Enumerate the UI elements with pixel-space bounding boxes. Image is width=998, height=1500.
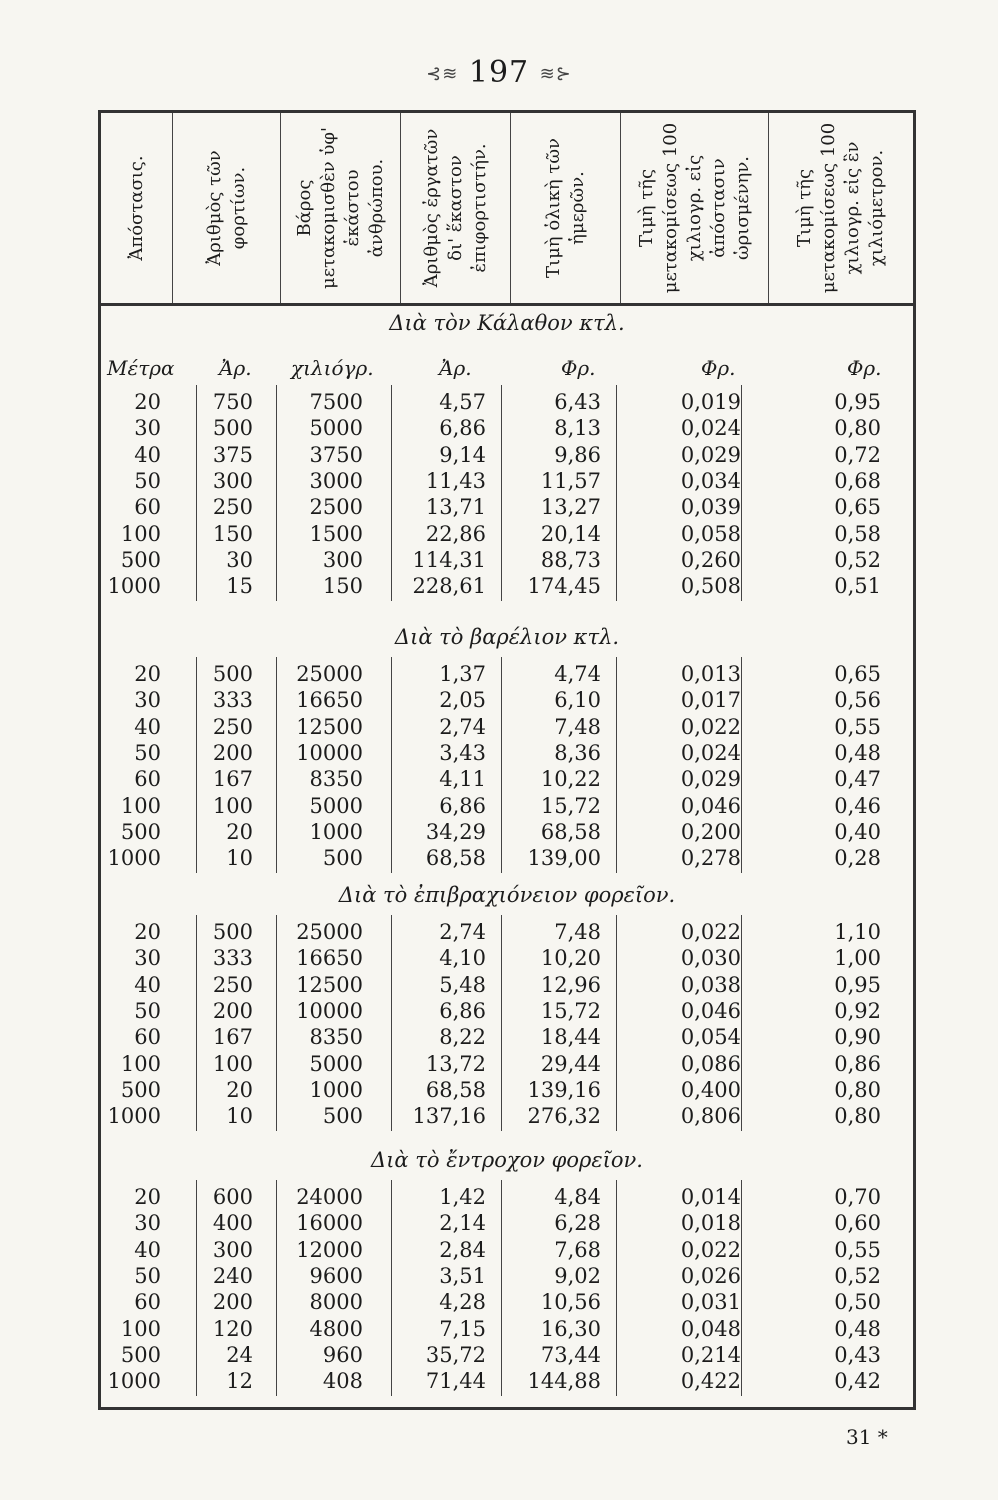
- table-cell: 0,92: [834, 998, 881, 1023]
- table-cell: 35,72: [425, 1342, 486, 1367]
- table-cell: 7,48: [554, 920, 601, 944]
- table-cell: 50: [134, 740, 161, 765]
- table-row: [101, 573, 913, 599]
- signature-mark: 31 *: [846, 1425, 888, 1449]
- header-weight-per-man: Βάρος μετακομισθὲν ὑφ' ἑκάστου ἀνθρώπου.: [281, 113, 401, 303]
- table-cell: 12500: [296, 714, 363, 739]
- table-cell: 5000: [309, 416, 363, 441]
- table-cell: 200: [212, 740, 253, 765]
- table-cell: 5000: [309, 1051, 363, 1076]
- table-cell: 10,56: [540, 1290, 601, 1315]
- table-cell: 250: [212, 714, 253, 739]
- table-row: [101, 1237, 913, 1263]
- header-loads-count: Ἀριθμὸς τῶν φορτίων.: [173, 113, 281, 303]
- table-cell: 9600: [309, 1263, 363, 1288]
- table-cell: 24: [226, 1342, 253, 1367]
- table-cell: 0,024: [680, 740, 741, 765]
- unit-workers: Ἀρ.: [439, 356, 472, 380]
- table-cell: 0,508: [680, 574, 741, 599]
- table-row: [101, 1184, 913, 1210]
- table-cell: 8350: [309, 1025, 363, 1050]
- table-cell: 0,55: [834, 1237, 881, 1262]
- table-cell: 0,260: [680, 547, 741, 572]
- table-cell: 30: [134, 688, 161, 713]
- table-cell: 0,68: [834, 468, 881, 493]
- table-cell: 71,44: [425, 1369, 486, 1394]
- table-cell: 1,37: [439, 662, 486, 686]
- table-cell: 6,86: [439, 998, 486, 1023]
- table-cell: 0,806: [680, 1104, 741, 1129]
- table-cell: 16650: [296, 946, 363, 971]
- table-cell: 0,030: [680, 946, 741, 971]
- table-cell: 20: [226, 819, 253, 844]
- table-row: [101, 1263, 913, 1289]
- table-cell: 0,054: [680, 1025, 741, 1050]
- table-cell: 0,022: [680, 920, 741, 944]
- table-cell: 174,45: [527, 574, 601, 599]
- table-cell: 8,13: [554, 416, 601, 441]
- table-cell: 88,73: [540, 547, 601, 572]
- header-workers-per-loader: Ἀριθμὸς ἐργατῶν δι' ἕκαστον ἐπιφορτιστήν.: [401, 113, 511, 303]
- unit-francs-km: Φρ.: [847, 356, 882, 380]
- table-cell: 11,57: [540, 468, 601, 493]
- table-row: [101, 1342, 913, 1368]
- table-cell: 12,96: [540, 972, 601, 997]
- table-cell: 0,022: [680, 714, 741, 739]
- table-cell: 60: [134, 1025, 161, 1050]
- table-cell: 1,42: [439, 1185, 486, 1209]
- table-cell: 20: [134, 390, 161, 414]
- table-cell: 9,02: [554, 1263, 601, 1288]
- table-row: [101, 1368, 913, 1394]
- table-row: [101, 793, 913, 819]
- table-cell: 12000: [296, 1237, 363, 1262]
- table-cell: 100: [120, 793, 161, 818]
- table-cell: 60: [134, 495, 161, 520]
- table-cell: 144,88: [527, 1369, 601, 1394]
- table-cell: 0,400: [680, 1077, 741, 1102]
- table-cell: 300: [212, 468, 253, 493]
- table-cell: 0,029: [680, 767, 741, 792]
- table-cell: 4,10: [439, 946, 486, 971]
- table-cell: 2500: [309, 495, 363, 520]
- table-row: [101, 819, 913, 845]
- table-cell: 10,22: [540, 767, 601, 792]
- table-cell: 150: [212, 521, 253, 546]
- right-ornament-icon: ≋⊱: [539, 63, 572, 85]
- table-row: [101, 766, 913, 792]
- table-cell: 1500: [309, 521, 363, 546]
- table-cell: 2,74: [439, 920, 486, 944]
- table-cell: 137,16: [412, 1104, 486, 1129]
- table-cell: 0,56: [834, 688, 881, 713]
- table-cell: 30: [134, 1211, 161, 1236]
- table-cell: 0,80: [834, 416, 881, 441]
- table-cell: 0,46: [834, 793, 881, 818]
- table-row: [101, 468, 913, 494]
- table-cell: 300: [322, 547, 363, 572]
- table-cell: 6,86: [439, 416, 486, 441]
- table-cell: 50: [134, 468, 161, 493]
- table-cell: 0,48: [834, 740, 881, 765]
- table-cell: 0,029: [680, 442, 741, 467]
- table-cell: 500: [212, 662, 253, 686]
- table-cell: 167: [212, 1025, 253, 1050]
- table-cell: 4,57: [439, 390, 486, 414]
- table-cell: 5,48: [439, 972, 486, 997]
- table-cell: 3,43: [439, 740, 486, 765]
- table-row: [101, 919, 913, 945]
- table-cell: 1000: [309, 819, 363, 844]
- table-cell: 150: [322, 574, 363, 599]
- table-row: [101, 1024, 913, 1050]
- table-cell: 7500: [309, 390, 363, 414]
- table-cell: 228,61: [412, 574, 486, 599]
- table-cell: 40: [134, 714, 161, 739]
- table-cell: 100: [120, 1316, 161, 1341]
- table-cell: 500: [212, 920, 253, 944]
- table-cell: 4,11: [439, 767, 486, 792]
- table-cell: 9,86: [554, 442, 601, 467]
- table-cell: 600: [212, 1185, 253, 1209]
- table-cell: 8,36: [554, 740, 601, 765]
- table-cell: 0,55: [834, 714, 881, 739]
- table-row: [101, 740, 913, 766]
- table-cell: 20: [226, 1077, 253, 1102]
- table-cell: 4,84: [554, 1185, 601, 1209]
- table-row: [101, 1210, 913, 1236]
- table-cell: 1,10: [834, 920, 881, 944]
- table-cell: 0,72: [834, 442, 881, 467]
- table-row: [101, 972, 913, 998]
- table-cell: 0,95: [834, 972, 881, 997]
- unit-francs-distance: Φρ.: [701, 356, 736, 380]
- table-cell: 0,90: [834, 1025, 881, 1050]
- table-row: [101, 945, 913, 971]
- table-cell: 16000: [296, 1211, 363, 1236]
- table-cell: 6,10: [554, 688, 601, 713]
- table-cell: 3,51: [439, 1263, 486, 1288]
- section-title: Διὰ τὸν Κάλαθον κτλ.: [389, 311, 625, 335]
- table-cell: 0,42: [834, 1369, 881, 1394]
- table-cell: 6,86: [439, 793, 486, 818]
- table-cell: 0,86: [834, 1051, 881, 1076]
- table-cell: 960: [322, 1342, 363, 1367]
- table-cell: 1000: [107, 1369, 161, 1394]
- table-cell: 0,214: [680, 1342, 741, 1367]
- table-row: [101, 1051, 913, 1077]
- table-cell: 0,046: [680, 793, 741, 818]
- table-cell: 34,29: [425, 819, 486, 844]
- table-cell: 12500: [296, 972, 363, 997]
- table-cell: 0,019: [680, 390, 741, 414]
- table-cell: 139,16: [527, 1077, 601, 1102]
- header-cost-per-km: Τιμὴ τῆς μετακομίσεως 100 χιλιογρ. εἰς ἓν χιλιόμετρον.: [794, 122, 887, 294]
- table-cell: 0,022: [680, 1237, 741, 1262]
- table-cell: 1000: [309, 1077, 363, 1102]
- table-cell: 10: [226, 846, 253, 871]
- table-cell: 0,086: [680, 1051, 741, 1076]
- table-cell: 0,024: [680, 416, 741, 441]
- table-cell: 0,95: [834, 390, 881, 414]
- table-cell: 0,70: [834, 1185, 881, 1209]
- table-cell: 30: [134, 946, 161, 971]
- table-cell: 6,43: [554, 390, 601, 414]
- table-cell: 100: [212, 793, 253, 818]
- table-cell: 29,44: [540, 1051, 601, 1076]
- table-cell: 750: [212, 390, 253, 414]
- table-cell: 500: [120, 547, 161, 572]
- table-cell: 114,31: [412, 547, 486, 572]
- table-cell: 3000: [309, 468, 363, 493]
- table-cell: 20: [134, 1185, 161, 1209]
- table-cell: 0,014: [680, 1185, 741, 1209]
- table-cell: 333: [212, 688, 253, 713]
- table-cell: 120: [212, 1316, 253, 1341]
- table-cell: 20: [134, 920, 161, 944]
- unit-kilograms: χιλιόγρ.: [291, 356, 374, 380]
- table-cell: 13,71: [425, 495, 486, 520]
- table-cell: 500: [120, 819, 161, 844]
- table-cell: 20,14: [540, 521, 601, 546]
- table-cell: 0,017: [680, 688, 741, 713]
- table-cell: 10: [226, 1104, 253, 1129]
- table-cell: 300: [212, 1237, 253, 1262]
- table-cell: 6,28: [554, 1211, 601, 1236]
- table-row: [101, 998, 913, 1024]
- table-cell: 11,43: [425, 468, 486, 493]
- left-ornament-icon: ⊰≋: [426, 63, 459, 85]
- table-cell: 7,68: [554, 1237, 601, 1262]
- table-cell: 4800: [309, 1316, 363, 1341]
- table-cell: 0,80: [834, 1104, 881, 1129]
- table-cell: 100: [120, 521, 161, 546]
- table-row: [101, 547, 913, 573]
- table-cell: 0,60: [834, 1211, 881, 1236]
- table-cell: 68,58: [425, 846, 486, 871]
- table-cell: 0,43: [834, 1342, 881, 1367]
- table-cell: 0,038: [680, 972, 741, 997]
- table-cell: 0,58: [834, 521, 881, 546]
- table-cell: 10000: [296, 740, 363, 765]
- table-row: [101, 1103, 913, 1129]
- table-cell: 0,031: [680, 1290, 741, 1315]
- table-cell: 7,15: [439, 1316, 486, 1341]
- table-row: [101, 661, 913, 687]
- table-cell: 30: [226, 547, 253, 572]
- table-cell: 8,22: [439, 1025, 486, 1050]
- table-cell: 500: [322, 1104, 363, 1129]
- table-cell: 60: [134, 1290, 161, 1315]
- table-cell: 0,026: [680, 1263, 741, 1288]
- table-cell: 200: [212, 1290, 253, 1315]
- unit-number: Ἀρ.: [219, 356, 252, 380]
- table-row: [101, 389, 913, 415]
- table-row: [101, 415, 913, 441]
- table-cell: 18,44: [540, 1025, 601, 1050]
- table-cell: 0,058: [680, 521, 741, 546]
- section-title: Διὰ τὸ ἔντροχον φορεῖον.: [371, 1148, 643, 1172]
- table-cell: 1000: [107, 846, 161, 871]
- table-cell: 68,58: [425, 1077, 486, 1102]
- table-cell: 4,28: [439, 1290, 486, 1315]
- section-title: Διὰ τὸ ἐπιβραχιόνειον φορεῖον.: [338, 883, 676, 907]
- table-cell: 100: [212, 1051, 253, 1076]
- table-cell: 24000: [296, 1185, 363, 1209]
- table-cell: 0,013: [680, 662, 741, 686]
- table-header: [101, 113, 913, 306]
- table-cell: 25000: [296, 920, 363, 944]
- table-cell: 40: [134, 972, 161, 997]
- table-row: [101, 1316, 913, 1342]
- table-cell: 5000: [309, 793, 363, 818]
- table-cell: 1000: [107, 1104, 161, 1129]
- table-cell: 15,72: [540, 793, 601, 818]
- table-cell: 0,40: [834, 819, 881, 844]
- table-cell: 500: [120, 1077, 161, 1102]
- table-cell: 100: [120, 1051, 161, 1076]
- table-row: [101, 442, 913, 468]
- table-cell: 20: [134, 662, 161, 686]
- table-cell: 40: [134, 1237, 161, 1262]
- table-cell: 0,048: [680, 1316, 741, 1341]
- table-cell: 0,50: [834, 1290, 881, 1315]
- table-cell: 250: [212, 972, 253, 997]
- table-row: [101, 521, 913, 547]
- table-cell: 4,74: [554, 662, 601, 686]
- table-cell: 333: [212, 946, 253, 971]
- table-cell: 0,48: [834, 1316, 881, 1341]
- table-cell: 250: [212, 495, 253, 520]
- table-cell: 1000: [107, 574, 161, 599]
- section-title: Διὰ τὸ βαρέλιον κτλ.: [394, 625, 620, 649]
- table-cell: 139,00: [527, 846, 601, 871]
- table-cell: 3750: [309, 442, 363, 467]
- table-cell: 500: [322, 846, 363, 871]
- table-cell: 276,32: [527, 1104, 601, 1129]
- table-cell: 0,65: [834, 495, 881, 520]
- table-cell: 0,51: [834, 574, 881, 599]
- table-cell: 50: [134, 1263, 161, 1288]
- table-cell: 0,52: [834, 547, 881, 572]
- table-cell: 400: [212, 1211, 253, 1236]
- table-cell: 12: [226, 1369, 253, 1394]
- table-cell: 13,27: [540, 495, 601, 520]
- table-cell: 500: [212, 416, 253, 441]
- data-table: [98, 110, 916, 1410]
- header-total-day-cost: Τιμὴ ὁλικὴ τῶν ἡμερῶν.: [511, 113, 621, 303]
- table-cell: 0,28: [834, 846, 881, 871]
- table-cell: 25000: [296, 662, 363, 686]
- page-number: 197: [468, 55, 530, 90]
- table-cell: 16,30: [540, 1316, 601, 1341]
- table-cell: 15,72: [540, 998, 601, 1023]
- page-header: [0, 55, 998, 90]
- table-cell: 2,84: [439, 1237, 486, 1262]
- table-cell: 60: [134, 767, 161, 792]
- table-row: [101, 1077, 913, 1103]
- table-cell: 13,72: [425, 1051, 486, 1076]
- table-cell: 0,039: [680, 495, 741, 520]
- table-cell: 0,046: [680, 998, 741, 1023]
- table-cell: 2,05: [439, 688, 486, 713]
- table-cell: 30: [134, 416, 161, 441]
- table-cell: 0,034: [680, 468, 741, 493]
- table-cell: 68,58: [540, 819, 601, 844]
- table-cell: 0,018: [680, 1211, 741, 1236]
- header-cost-per-distance: Τιμὴ τῆς μετακομίσεως 100 χιλιογρ. εἰς ἀπόστασιν ὡρισμένην.: [621, 113, 769, 303]
- table-cell: 40: [134, 442, 161, 467]
- table-cell: 408: [322, 1369, 363, 1394]
- table-cell: 15: [226, 574, 253, 599]
- table-cell: 8350: [309, 767, 363, 792]
- table-cell: 2,74: [439, 714, 486, 739]
- table-cell: 240: [212, 1263, 253, 1288]
- table-cell: 50: [134, 998, 161, 1023]
- table-row: [101, 494, 913, 520]
- table-cell: 200: [212, 998, 253, 1023]
- table-cell: 7,48: [554, 714, 601, 739]
- table-cell: 22,86: [425, 521, 486, 546]
- table-row: [101, 1289, 913, 1315]
- table-cell: 0,52: [834, 1263, 881, 1288]
- table-cell: 10,20: [540, 946, 601, 971]
- table-cell: 0,47: [834, 767, 881, 792]
- unit-metres: Μέτρα: [107, 356, 175, 380]
- table-cell: 9,14: [439, 442, 486, 467]
- table-cell: 0,65: [834, 662, 881, 686]
- table-cell: 375: [212, 442, 253, 467]
- header-distance: Ἀπόστασις.: [101, 113, 173, 303]
- table-cell: 73,44: [540, 1342, 601, 1367]
- table-row: [101, 687, 913, 713]
- table-cell: 10000: [296, 998, 363, 1023]
- table-row: [101, 714, 913, 740]
- table-cell: 0,422: [680, 1369, 741, 1394]
- table-cell: 8000: [309, 1290, 363, 1315]
- table-cell: 0,200: [680, 819, 741, 844]
- table-cell: 16650: [296, 688, 363, 713]
- table-cell: 500: [120, 1342, 161, 1367]
- unit-francs-total: Φρ.: [561, 356, 596, 380]
- table-cell: 0,278: [680, 846, 741, 871]
- table-cell: 1,00: [834, 946, 881, 971]
- table-cell: 0,80: [834, 1077, 881, 1102]
- table-cell: 167: [212, 767, 253, 792]
- table-cell: 2,14: [439, 1211, 486, 1236]
- table-row: [101, 845, 913, 871]
